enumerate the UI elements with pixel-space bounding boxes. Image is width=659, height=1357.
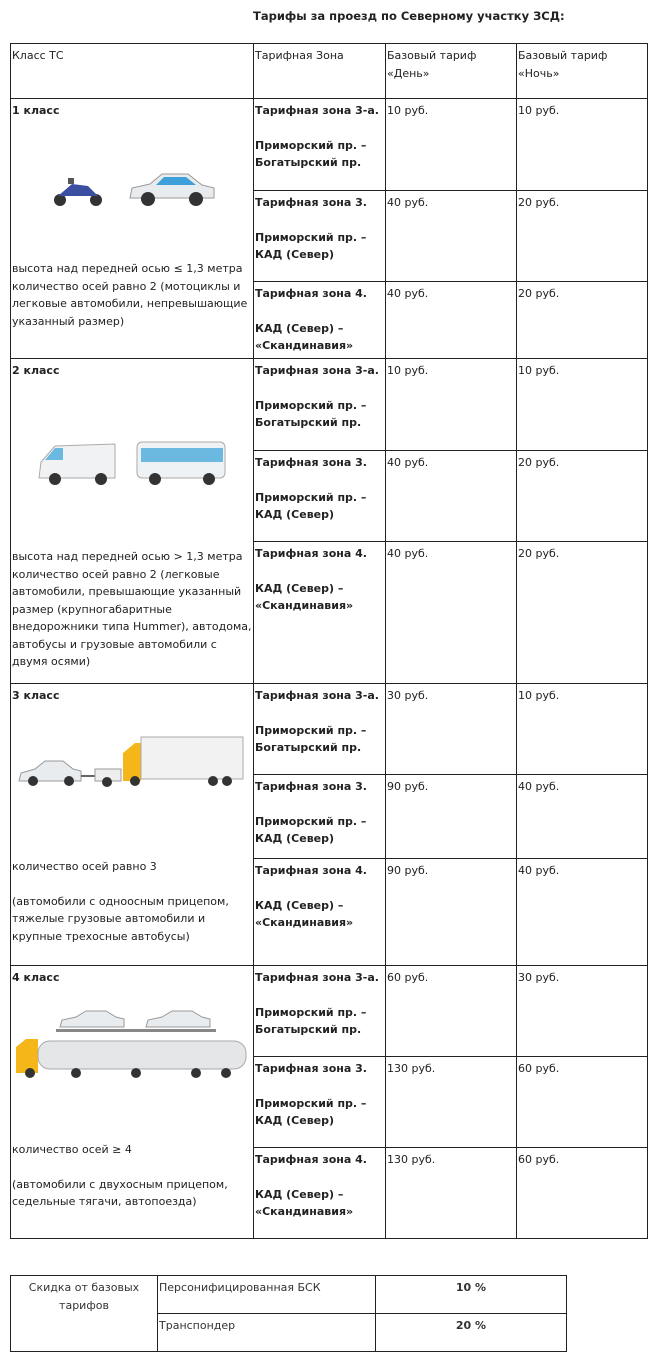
discount-table xyxy=(10,1275,567,1352)
zone-name: Тарифная зона 3. xyxy=(255,456,367,469)
zone-name: Тарифная зона 4. xyxy=(255,287,367,300)
day-tariff: 90 руб. xyxy=(386,775,517,859)
discount-name: Транспондер xyxy=(158,1314,376,1352)
night-tariff: 20 руб. xyxy=(517,282,648,359)
zone-route: КАД (Север) – «Скандинавия» xyxy=(255,581,354,612)
page-title: Тарифы за проезд по Северному участку ЗСД: xyxy=(253,9,565,23)
zone-route: Приморский пр. – Богатырский пр. xyxy=(255,1005,367,1036)
class-label: 4 класс xyxy=(12,971,60,984)
zone-name: Тарифная зона 3-а. xyxy=(255,364,379,377)
night-tariff: 10 руб. xyxy=(517,684,648,775)
discount-value: 10 % xyxy=(376,1276,567,1314)
night-tariff: 20 руб. xyxy=(517,542,648,684)
zone-cell xyxy=(254,1057,386,1148)
zone-cell xyxy=(254,775,386,859)
zone-name: Тарифная зона 3. xyxy=(255,780,367,793)
night-tariff: 20 руб. xyxy=(517,191,648,282)
zone-route: Приморский пр. – КАД (Север) xyxy=(255,230,367,261)
night-tariff: 20 руб. xyxy=(517,451,648,542)
day-tariff: 10 руб. xyxy=(386,99,517,191)
day-tariff: 40 руб. xyxy=(386,282,517,359)
header-class: Класс ТС xyxy=(11,44,254,99)
zone-name: Тарифная зона 3. xyxy=(255,196,367,209)
zone-cell xyxy=(254,859,386,966)
zone-name: Тарифная зона 4. xyxy=(255,547,367,560)
day-tariff: 10 руб. xyxy=(386,359,517,451)
class-description: количество осей равно 3 xyxy=(12,860,157,873)
zone-name: Тарифная зона 4. xyxy=(255,864,367,877)
zone-name: Тарифная зона 3. xyxy=(255,1062,367,1075)
zone-route: Приморский пр. – Богатырский пр. xyxy=(255,398,367,429)
table-row xyxy=(11,966,648,1057)
motorcycle-and-car-icon xyxy=(12,168,252,208)
zone-cell xyxy=(254,191,386,282)
zone-route: КАД (Север) – «Скандинавия» xyxy=(255,898,354,929)
zone-cell xyxy=(254,282,386,359)
zone-route: КАД (Север) – «Скандинавия» xyxy=(255,1187,354,1218)
class-label: 2 класс xyxy=(12,364,60,377)
discount-value: 20 % xyxy=(376,1314,567,1352)
zone-cell xyxy=(254,966,386,1057)
class-cell xyxy=(11,684,254,966)
day-tariff: 40 руб. xyxy=(386,451,517,542)
class-cell xyxy=(11,359,254,684)
zone-route: Приморский пр. – Богатырский пр. xyxy=(255,723,367,754)
day-tariff: 90 руб. xyxy=(386,859,517,966)
day-tariff: 30 руб. xyxy=(386,684,517,775)
zone-cell xyxy=(254,451,386,542)
night-tariff: 10 руб. xyxy=(517,359,648,451)
zone-name: Тарифная зона 4. xyxy=(255,1153,367,1166)
zone-cell xyxy=(254,99,386,191)
zone-route: КАД (Север) – «Скандинавия» xyxy=(255,321,354,352)
day-tariff: 40 руб. xyxy=(386,191,517,282)
van-and-bus-icon xyxy=(12,438,252,486)
zone-name: Тарифная зона 3-а. xyxy=(255,689,379,702)
car-trailer-and-truck-icon xyxy=(12,735,252,787)
zone-name: Тарифная зона 3-а. xyxy=(255,104,379,117)
class-description: высота над передней осью ≤ 1,3 метра количество осей равно 2 (мотоциклы и легковые автомобили, непревышающие указанный размер) xyxy=(12,262,248,328)
day-tariff: 130 руб. xyxy=(386,1057,517,1148)
discount-label: Скидка от базовых тарифов xyxy=(11,1276,158,1352)
zone-route: Приморский пр. – КАД (Север) xyxy=(255,1096,367,1127)
night-tariff: 40 руб. xyxy=(517,859,648,966)
class-cell xyxy=(11,99,254,359)
table-row xyxy=(11,99,648,191)
discount-name: Персонифицированная БСК xyxy=(158,1276,376,1314)
zone-route: Приморский пр. – КАД (Север) xyxy=(255,814,367,845)
zone-cell xyxy=(254,1148,386,1239)
header-day: Базовый тариф «День» xyxy=(386,44,517,99)
zone-cell xyxy=(254,359,386,451)
header-night: Базовый тариф «Ночь» xyxy=(517,44,648,99)
night-tariff: 30 руб. xyxy=(517,966,648,1057)
class-description: (автомобили с двухосным прицепом, седельные тягачи, автопоезда) xyxy=(12,1177,228,1208)
night-tariff: 40 руб. xyxy=(517,775,648,859)
table-row xyxy=(11,359,648,451)
car-transporter-and-tanker-icon xyxy=(12,1007,252,1079)
zone-route: Приморский пр. – Богатырский пр. xyxy=(255,138,367,169)
zone-name: Тарифная зона 3-а. xyxy=(255,971,379,984)
night-tariff: 60 руб. xyxy=(517,1148,648,1239)
class-description: (автомобили с одноосным прицепом, тяжелые грузовые автомобили и крупные трехосные автобусы) xyxy=(12,894,229,943)
table-row xyxy=(11,684,648,775)
night-tariff: 60 руб. xyxy=(517,1057,648,1148)
zone-cell xyxy=(254,684,386,775)
tariff-table xyxy=(10,43,648,1239)
class-description: высота над передней осью > 1,3 метра количество осей равно 2 (легковые автомобили, превышающие указанный размер (крупногабаритные внедорожники типа Hummer), автодома, автобусы и грузовые автомобили с двумя осями) xyxy=(12,550,252,668)
class-description: количество осей ≥ 4 xyxy=(12,1143,132,1156)
day-tariff: 130 руб. xyxy=(386,1148,517,1239)
night-tariff: 10 руб. xyxy=(517,99,648,191)
class-label: 1 класс xyxy=(12,104,60,117)
zone-route: Приморский пр. – КАД (Север) xyxy=(255,490,367,521)
class-label: 3 класс xyxy=(12,689,60,702)
day-tariff: 60 руб. xyxy=(386,966,517,1057)
zone-cell xyxy=(254,542,386,684)
day-tariff: 40 руб. xyxy=(386,542,517,684)
header-zone: Тарифная Зона xyxy=(254,44,386,99)
class-cell xyxy=(11,966,254,1239)
header-row xyxy=(11,44,648,99)
